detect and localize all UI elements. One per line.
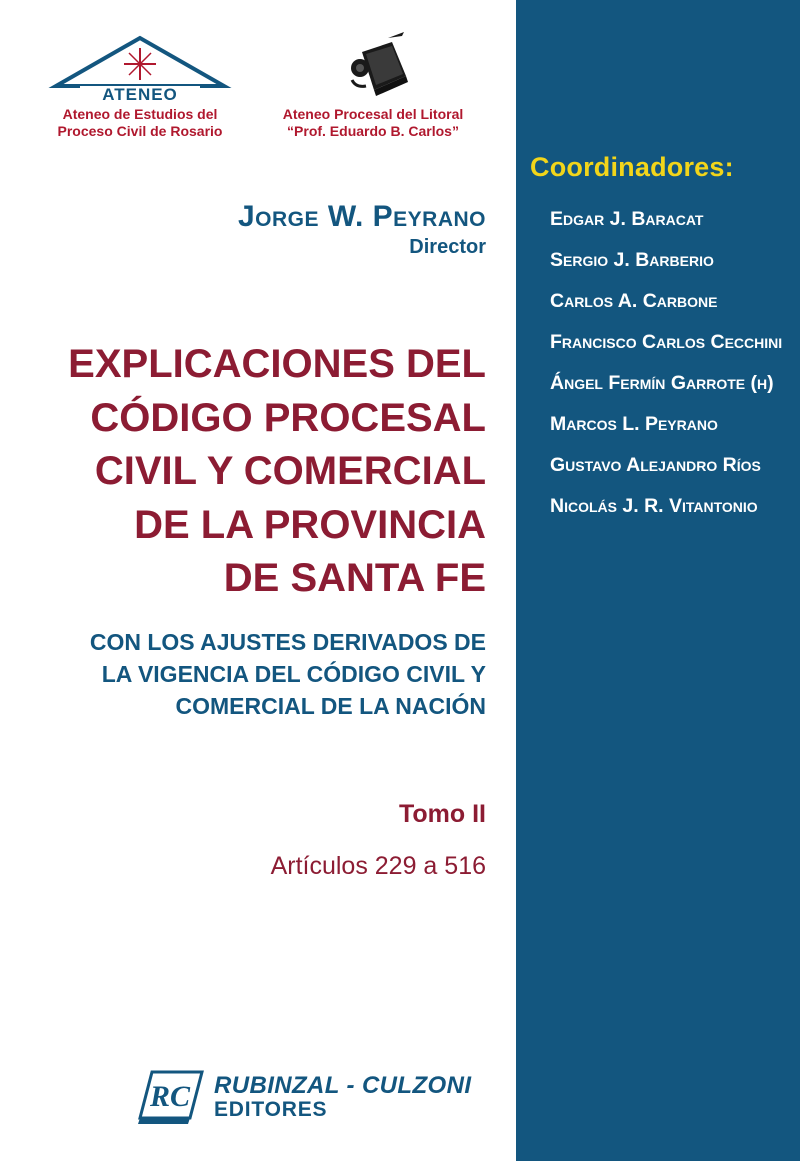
coordinator-name: Nicolás J. R. Vitantonio <box>550 495 758 517</box>
litoral-logo <box>262 28 484 144</box>
coordinators-heading: Coordinadores: <box>530 152 734 182</box>
coordinator-name: Francisco Carlos Cecchini <box>550 331 783 353</box>
title-line: EXPLICACIONES DEL <box>68 342 486 386</box>
publisher-name: RUBINZAL - CULZONI <box>214 1072 472 1099</box>
coordinator-name: Carlos A. Carbone <box>550 290 718 312</box>
subtitle-line: COMERCIAL DE LA NACIÓN <box>175 693 486 719</box>
title-line: DE SANTA FE <box>223 556 486 600</box>
coordinator-name: Edgar J. Baracat <box>550 208 704 230</box>
publisher-logo <box>136 1068 496 1128</box>
title-line: CIVIL Y COMERCIAL <box>94 449 486 493</box>
rc-monogram: RC <box>149 1080 191 1113</box>
coordinator-name: Sergio J. Barberio <box>550 249 714 271</box>
book-rose-icon <box>262 28 484 104</box>
author-block <box>238 200 486 259</box>
ateneo-wordmark: ATENEO <box>102 85 178 104</box>
title-line: DE LA PROVINCIA <box>134 502 486 547</box>
coordinator-name: Ángel Fermín Garrote (h) <box>550 372 774 394</box>
ateneo-logo <box>40 34 240 144</box>
coordinator-name: Marcos L. Peyrano <box>550 413 718 435</box>
author-role: Director <box>409 236 486 258</box>
coordinators-list <box>550 206 790 534</box>
coordinator-name: Gustavo Alejandro Ríos <box>550 454 761 476</box>
subtitle-line: CON LOS AJUSTES DERIVADOS DE <box>89 629 486 655</box>
book-subtitle <box>6 626 486 722</box>
subtitle-line: LA VIGENCIA DEL CÓDIGO CIVIL Y <box>101 661 486 687</box>
volume-label: Tomo II <box>398 800 486 828</box>
book-title <box>6 338 486 606</box>
title-line: CÓDIGO PROCESAL <box>90 395 486 440</box>
ateneo-emblem-icon <box>40 34 240 104</box>
litoral-caption: Ateneo Procesal del Litoral “Prof. Eduardo B. Carlos” <box>282 106 464 139</box>
ateneo-caption: Ateneo de Estudios del Proceso Civil de Rosario <box>57 106 223 139</box>
publisher-subtitle: EDITORES <box>214 1098 328 1121</box>
articles-range: Artículos 229 a 516 <box>270 852 486 880</box>
rc-monogram-icon <box>136 1068 206 1126</box>
author-name: Jorge W. Peyrano <box>237 200 486 233</box>
